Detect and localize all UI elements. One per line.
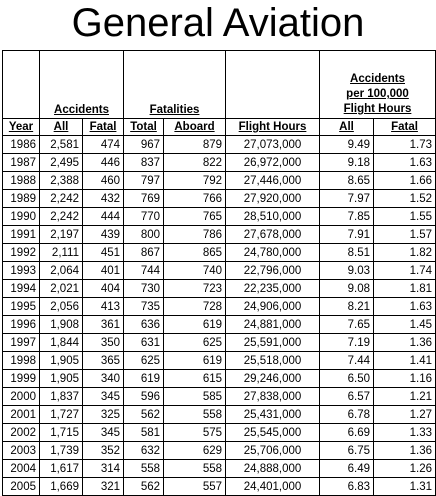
table-cell: 1.36 bbox=[374, 334, 436, 352]
column-header: Fatal bbox=[374, 119, 436, 136]
table-cell: 24,906,000 bbox=[226, 298, 320, 316]
table-cell: 2,495 bbox=[40, 154, 83, 172]
table-cell: 558 bbox=[164, 460, 226, 478]
table-cell: 2000 bbox=[3, 388, 40, 406]
table-row bbox=[3, 334, 436, 352]
table-cell: 557 bbox=[164, 478, 226, 496]
table-row bbox=[3, 244, 436, 262]
column-header: Year bbox=[3, 119, 40, 136]
table-cell: 1989 bbox=[3, 190, 40, 208]
table-cell: 2001 bbox=[3, 406, 40, 424]
fatalities-label: Fatalities bbox=[149, 104, 200, 116]
table-row bbox=[3, 424, 436, 442]
page-title: General Aviation bbox=[71, 1, 365, 45]
table-cell: 25,518,000 bbox=[226, 352, 320, 370]
table-cell: 619 bbox=[164, 316, 226, 334]
table-cell: 769 bbox=[124, 190, 164, 208]
table-cell: 575 bbox=[164, 424, 226, 442]
table-cell: 1.45 bbox=[374, 316, 436, 334]
table-cell: 1988 bbox=[3, 172, 40, 190]
table-cell: 766 bbox=[164, 190, 226, 208]
table-cell: 7.91 bbox=[320, 226, 374, 244]
table-cell: 2,242 bbox=[40, 208, 83, 226]
table-cell: 619 bbox=[124, 370, 164, 388]
column-header: Fatal bbox=[83, 119, 124, 136]
table-cell: 1991 bbox=[3, 226, 40, 244]
flight-hours-group-cell bbox=[226, 51, 320, 119]
table-cell: 2003 bbox=[3, 442, 40, 460]
accidents-label: Accidents bbox=[54, 104, 109, 116]
table-row bbox=[3, 406, 436, 424]
aviation-table bbox=[2, 50, 436, 496]
table-cell: 446 bbox=[83, 154, 124, 172]
table-row bbox=[3, 280, 436, 298]
column-header: Aboard bbox=[164, 119, 226, 136]
table-cell: 413 bbox=[83, 298, 124, 316]
table-cell: 2,056 bbox=[40, 298, 83, 316]
table-cell: 1.66 bbox=[374, 172, 436, 190]
table-cell: 27,920,000 bbox=[226, 190, 320, 208]
table-cell: 365 bbox=[83, 352, 124, 370]
table-row bbox=[3, 208, 436, 226]
table-cell: 822 bbox=[164, 154, 226, 172]
table-cell: 7.19 bbox=[320, 334, 374, 352]
accidents-group-header bbox=[40, 51, 124, 119]
table-cell: 8.65 bbox=[320, 172, 374, 190]
table-cell: 2002 bbox=[3, 424, 40, 442]
table-cell: 1.63 bbox=[374, 298, 436, 316]
table-cell: 625 bbox=[124, 352, 164, 370]
table-cell: 1996 bbox=[3, 316, 40, 334]
table-cell: 792 bbox=[164, 172, 226, 190]
table-cell: 2,111 bbox=[40, 244, 83, 262]
table-cell: 345 bbox=[83, 424, 124, 442]
table-cell: 1.55 bbox=[374, 208, 436, 226]
table-cell: 24,881,000 bbox=[226, 316, 320, 334]
table-cell: 1,715 bbox=[40, 424, 83, 442]
table-cell: 28,510,000 bbox=[226, 208, 320, 226]
table-cell: 27,678,000 bbox=[226, 226, 320, 244]
table-row bbox=[3, 442, 436, 460]
table-cell: 8.21 bbox=[320, 298, 374, 316]
table-cell: 29,246,000 bbox=[226, 370, 320, 388]
table-cell: 800 bbox=[124, 226, 164, 244]
table-cell: 352 bbox=[83, 442, 124, 460]
table-cell: 765 bbox=[164, 208, 226, 226]
table-cell: 879 bbox=[164, 136, 226, 154]
table-cell: 361 bbox=[83, 316, 124, 334]
table-cell: 1987 bbox=[3, 154, 40, 172]
table-cell: 22,796,000 bbox=[226, 262, 320, 280]
per-100k-group-header bbox=[320, 51, 436, 119]
table-cell: 585 bbox=[164, 388, 226, 406]
per-100k-line3: Flight Hours bbox=[343, 103, 412, 115]
table-cell: 1.73 bbox=[374, 136, 436, 154]
table-cell: 1,739 bbox=[40, 442, 83, 460]
table-cell: 345 bbox=[83, 388, 124, 406]
table-cell: 1.57 bbox=[374, 226, 436, 244]
table-cell: 325 bbox=[83, 406, 124, 424]
table-cell: 24,888,000 bbox=[226, 460, 320, 478]
column-header: All bbox=[320, 119, 374, 136]
table-cell: 6.83 bbox=[320, 478, 374, 496]
group-header-row bbox=[3, 51, 436, 119]
column-header: Flight Hours bbox=[226, 119, 320, 136]
table-cell: 562 bbox=[124, 478, 164, 496]
table-row bbox=[3, 136, 436, 154]
table-cell: 25,706,000 bbox=[226, 442, 320, 460]
column-header-row bbox=[3, 119, 436, 136]
table-cell: 797 bbox=[124, 172, 164, 190]
table-cell: 1,908 bbox=[40, 316, 83, 334]
table-cell: 1992 bbox=[3, 244, 40, 262]
table-cell: 451 bbox=[83, 244, 124, 262]
table-cell: 558 bbox=[124, 460, 164, 478]
table-cell: 460 bbox=[83, 172, 124, 190]
table-cell: 1,727 bbox=[40, 406, 83, 424]
table-row bbox=[3, 190, 436, 208]
table-cell: 9.49 bbox=[320, 136, 374, 154]
table-cell: 25,545,000 bbox=[226, 424, 320, 442]
table-cell: 2005 bbox=[3, 478, 40, 496]
table-cell: 350 bbox=[83, 334, 124, 352]
table-cell: 619 bbox=[164, 352, 226, 370]
table-row bbox=[3, 370, 436, 388]
table-cell: 1.52 bbox=[374, 190, 436, 208]
table-cell: 2,197 bbox=[40, 226, 83, 244]
table-cell: 27,838,000 bbox=[226, 388, 320, 406]
table-cell: 1.33 bbox=[374, 424, 436, 442]
table-cell: 865 bbox=[164, 244, 226, 262]
fatalities-group-header bbox=[124, 51, 226, 119]
table-cell: 24,780,000 bbox=[226, 244, 320, 262]
table-row bbox=[3, 478, 436, 496]
table-cell: 1,837 bbox=[40, 388, 83, 406]
table-cell: 629 bbox=[164, 442, 226, 460]
table-cell: 1.81 bbox=[374, 280, 436, 298]
table-cell: 25,431,000 bbox=[226, 406, 320, 424]
table-cell: 1990 bbox=[3, 208, 40, 226]
table-cell: 27,446,000 bbox=[226, 172, 320, 190]
table-cell: 2,242 bbox=[40, 190, 83, 208]
table-cell: 740 bbox=[164, 262, 226, 280]
table-cell: 2,581 bbox=[40, 136, 83, 154]
table-cell: 6.75 bbox=[320, 442, 374, 460]
year-group-cell bbox=[3, 51, 40, 119]
table-cell: 22,235,000 bbox=[226, 280, 320, 298]
table-cell: 770 bbox=[124, 208, 164, 226]
table-cell: 735 bbox=[124, 298, 164, 316]
table-cell: 27,073,000 bbox=[226, 136, 320, 154]
table-cell: 1.41 bbox=[374, 352, 436, 370]
per-100k-line1: Accidents bbox=[350, 73, 405, 85]
table-cell: 7.97 bbox=[320, 190, 374, 208]
table-cell: 2,064 bbox=[40, 262, 83, 280]
table-cell: 730 bbox=[124, 280, 164, 298]
table-cell: 321 bbox=[83, 478, 124, 496]
table-cell: 340 bbox=[83, 370, 124, 388]
table-cell: 1994 bbox=[3, 280, 40, 298]
table-row bbox=[3, 316, 436, 334]
table-row bbox=[3, 352, 436, 370]
table-cell: 837 bbox=[124, 154, 164, 172]
column-header: All bbox=[40, 119, 83, 136]
table-cell: 1998 bbox=[3, 352, 40, 370]
table-cell: 723 bbox=[164, 280, 226, 298]
table-cell: 581 bbox=[124, 424, 164, 442]
table-cell: 7.44 bbox=[320, 352, 374, 370]
table-cell: 1993 bbox=[3, 262, 40, 280]
table-cell: 432 bbox=[83, 190, 124, 208]
table-cell: 1986 bbox=[3, 136, 40, 154]
table-cell: 1,905 bbox=[40, 352, 83, 370]
table-row bbox=[3, 460, 436, 478]
table-cell: 562 bbox=[124, 406, 164, 424]
table-row bbox=[3, 388, 436, 406]
table-cell: 2,388 bbox=[40, 172, 83, 190]
table-cell: 9.03 bbox=[320, 262, 374, 280]
table-cell: 1.63 bbox=[374, 154, 436, 172]
table-cell: 1999 bbox=[3, 370, 40, 388]
table-cell: 615 bbox=[164, 370, 226, 388]
table-cell: 401 bbox=[83, 262, 124, 280]
table-cell: 744 bbox=[124, 262, 164, 280]
table-cell: 6.50 bbox=[320, 370, 374, 388]
table-cell: 1997 bbox=[3, 334, 40, 352]
table-cell: 404 bbox=[83, 280, 124, 298]
table-cell: 1.16 bbox=[374, 370, 436, 388]
table-cell: 24,401,000 bbox=[226, 478, 320, 496]
per-100k-line2: per 100,000 bbox=[346, 88, 409, 100]
table-cell: 596 bbox=[124, 388, 164, 406]
table-cell: 6.69 bbox=[320, 424, 374, 442]
table-cell: 314 bbox=[83, 460, 124, 478]
table-cell: 439 bbox=[83, 226, 124, 244]
table-row bbox=[3, 298, 436, 316]
table-cell: 1.36 bbox=[374, 442, 436, 460]
table-row bbox=[3, 154, 436, 172]
table-cell: 1,617 bbox=[40, 460, 83, 478]
table-cell: 728 bbox=[164, 298, 226, 316]
table-cell: 6.49 bbox=[320, 460, 374, 478]
table-cell: 1.26 bbox=[374, 460, 436, 478]
table-cell: 9.08 bbox=[320, 280, 374, 298]
table-cell: 558 bbox=[164, 406, 226, 424]
table-cell: 1.27 bbox=[374, 406, 436, 424]
table-cell: 7.85 bbox=[320, 208, 374, 226]
table-cell: 1.31 bbox=[374, 478, 436, 496]
table-cell: 2,021 bbox=[40, 280, 83, 298]
table-cell: 1.74 bbox=[374, 262, 436, 280]
table-cell: 1,905 bbox=[40, 370, 83, 388]
table-cell: 967 bbox=[124, 136, 164, 154]
table-cell: 444 bbox=[83, 208, 124, 226]
table-cell: 1995 bbox=[3, 298, 40, 316]
table-cell: 1,669 bbox=[40, 478, 83, 496]
table-row bbox=[3, 172, 436, 190]
table-cell: 25,591,000 bbox=[226, 334, 320, 352]
table-cell: 867 bbox=[124, 244, 164, 262]
table-body bbox=[3, 136, 436, 496]
table-cell: 9.18 bbox=[320, 154, 374, 172]
table-cell: 631 bbox=[124, 334, 164, 352]
table-cell: 632 bbox=[124, 442, 164, 460]
table-cell: 8.51 bbox=[320, 244, 374, 262]
table-cell: 1.82 bbox=[374, 244, 436, 262]
table-cell: 1,844 bbox=[40, 334, 83, 352]
table-row bbox=[3, 226, 436, 244]
table-cell: 26,972,000 bbox=[226, 154, 320, 172]
table-cell: 6.57 bbox=[320, 388, 374, 406]
table-cell: 2004 bbox=[3, 460, 40, 478]
table-cell: 786 bbox=[164, 226, 226, 244]
table-cell: 6.78 bbox=[320, 406, 374, 424]
table-cell: 1.21 bbox=[374, 388, 436, 406]
table-cell: 474 bbox=[83, 136, 124, 154]
column-header: Total bbox=[124, 119, 164, 136]
table-cell: 636 bbox=[124, 316, 164, 334]
table-cell: 7.65 bbox=[320, 316, 374, 334]
table-cell: 625 bbox=[164, 334, 226, 352]
table-row bbox=[3, 262, 436, 280]
